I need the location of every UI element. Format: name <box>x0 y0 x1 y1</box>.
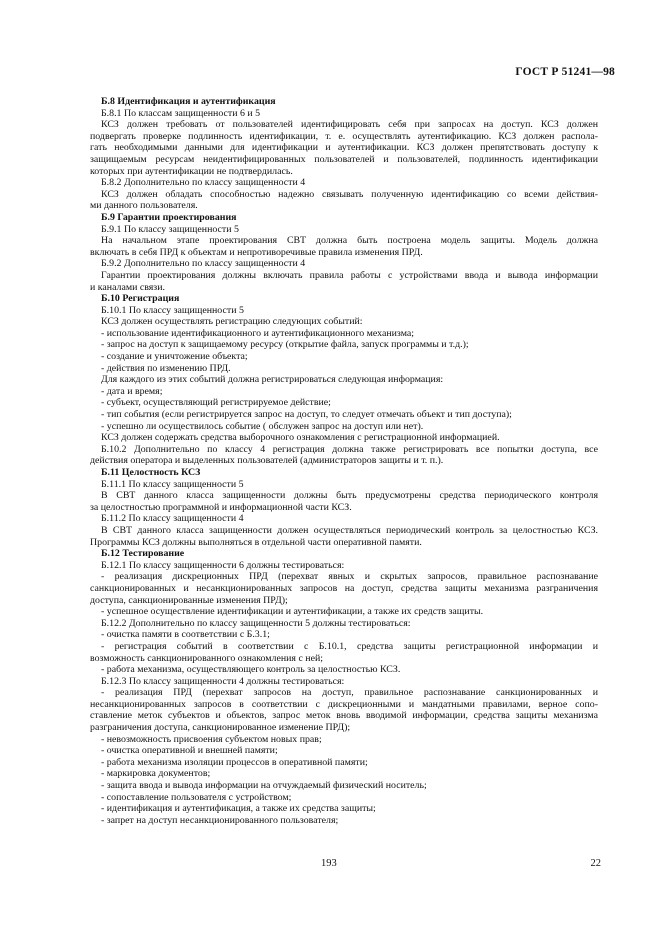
text-line: Б.12.2 Дополнительно по классу защищенности 5 должны тестироваться: <box>101 617 411 629</box>
section-heading: Б.8 Идентификация и аутентификация <box>101 96 276 107</box>
text-line: - работа механизма, осуществляющего контроль за целостностью КСЗ. <box>101 664 401 676</box>
section-heading: Б.10 Регистрация <box>101 293 180 305</box>
text-line: - успешно ли осуществилось событие ( обслужен запрос на доступ или нет). <box>101 420 424 432</box>
text-line: включать в себя ПРД к объектам и непротиворечивые правила изменения ПРД. <box>90 246 423 258</box>
text-line: и каналами связи. <box>90 281 165 293</box>
text-line: В СВТ данного класса защищенности должны быть предусмотрены средства периодического контроля <box>101 490 598 502</box>
text-line: КСЗ должен содержать средства выборочного ознакомления с регистрационной информацией. <box>101 432 500 444</box>
text-line: Б.10.1 По классу защищенности 5 <box>101 304 244 316</box>
text-line: - действия по изменению ПРД. <box>101 362 231 374</box>
text-line: Б.11.1 По классу защищенности 5 <box>101 478 244 490</box>
text-line: - дата и время; <box>101 385 163 397</box>
text-line: возможность санкционированного ознакомления с ней; <box>90 652 323 664</box>
document-header: ГОСТ Р 51241—98 <box>515 66 615 78</box>
text-line: - сопоставление пользователя с устройством; <box>101 791 292 803</box>
text-line: - тип события (если регистрируется запрос на доступ, то следует отмечать объект и тип доступа); <box>101 409 512 421</box>
text-line: Б.11.2 По классу защищенности 4 <box>101 513 244 525</box>
document-body <box>90 96 598 826</box>
text-line: Б.12.3 По классу защищенности 4 должны тестироваться: <box>101 675 345 687</box>
text-line: - запрос на доступ к защищаемому ресурсу (открытие файла, запуск программы и т.д.); <box>101 339 469 351</box>
text-line: гать необходимыми данными для идентификации и аутентификации. КСЗ должен препятствовать доступу к <box>90 142 598 154</box>
section-heading: Б.9 Гарантии проектирования <box>101 211 237 223</box>
text-line: Б.9.2 Дополнительно по классу защищенности 4 <box>101 258 306 270</box>
text-line: подвергать проверке подлинность идентификации, т. е. осуществлять аутентификацию. КСЗ должен распола- <box>90 130 598 142</box>
text-line: доступа, санкционированные изменения ПРД); <box>90 594 288 606</box>
text-line: - реализация дискреционных ПРД (перехват явных и скрытых запросов, правильное распознавание <box>101 571 598 583</box>
text-line: Б.10.2 Дополнительно по классу 4 регистрация должна также регистрировать все попытки доступа, все <box>101 443 598 455</box>
text-line: - запрет на доступ несанкционированного пользователя; <box>101 814 339 826</box>
text-line: которых при аутентификации не подтвердилась. <box>90 165 293 177</box>
text-line: за целостностью программной и информационной части КСЗ. <box>90 501 352 513</box>
text-line: - регистрация событий в соответствии с Б.10.1, средства защиты регистрационной информации и <box>101 640 598 652</box>
text-line: Для каждого из этих событий должна регистрироваться следующая информация: <box>101 374 444 386</box>
text-line: - субъект, осуществляющий регистрируемое действие; <box>101 397 331 409</box>
text-line: - реализация ПРД (перехват запросов на доступ, правильное распознавание санкционированных и <box>101 687 598 699</box>
text-line: несанкционированных запросов в соответствии с дискреционными и мандатными правилами, верное сопо- <box>90 698 598 710</box>
text-line: действия оператора и выделенных пользователей (администраторов защиты и т. п.). <box>90 455 444 467</box>
text-line: защищаемым ресурсам неидентифицированных пользователей и пользователей, подлинность идентификации <box>90 153 598 165</box>
text-line: разграничения доступа, санкционированное изменение ПРД); <box>90 722 351 734</box>
text-line: КСЗ должен осуществлять регистрацию следующих событий: <box>101 316 363 328</box>
text-line: ставление меток субъектов и объектов, запрос меток вновь вводимой информации, средства защиты механизма <box>90 710 598 722</box>
text-line: КСЗ должен обладать способностью надежно связывать полученную идентификацию со всеми действия- <box>101 188 598 200</box>
text-line: Б.8.2 Дополнительно по классу защищенности 4 <box>101 177 306 189</box>
text-line: На начальном этапе проектирования СВТ должна быть построена модель защиты. Модель должна <box>101 235 598 247</box>
text-line: - невозможность присвоения субъектом новых прав; <box>101 733 322 745</box>
text-line: - использование идентификационного и аутентификационного механизма; <box>101 327 415 339</box>
section-heading: Б.12 Тестирование <box>101 548 185 560</box>
text-line: Б.8.1 По классам защищенности 6 и 5 <box>101 107 261 119</box>
section-heading: Б.11 Целостность КСЗ <box>101 467 201 478</box>
text-line: - защита ввода и вывода информации на отчуждаемый физический носитель; <box>101 780 427 792</box>
text-line: санкционированных и несанкционированных запросов на доступ, средства защиты механизма разграничения <box>90 582 598 594</box>
text-line: Б.12.1 По классу защищенности 6 должны тестироваться: <box>101 559 345 571</box>
text-line: - очистка памяти в соответствии с Б.3.1; <box>101 629 270 641</box>
text-line: - маркировка документов; <box>101 768 211 780</box>
text-line: Б.9.1 По классу защищенности 5 <box>101 223 239 235</box>
text-line: Гарантии проектирования должны включать правила работы с устройствами ввода и вывода информации <box>101 269 598 281</box>
text-line: - работа механизма изоляции процессов в оперативной памяти; <box>101 756 368 768</box>
text-line: ми данного пользователя. <box>90 200 198 212</box>
text-line: В СВТ данного класса защищенности должен осуществляться периодический контроль за целостностью КСЗ. <box>101 524 598 536</box>
page-number: 193 <box>321 858 337 869</box>
text-line: - создание и уничтожение объекта; <box>101 351 248 363</box>
text-line: КСЗ должен требовать от пользователей идентифицировать себя при запросах на доступ. КСЗ должен <box>101 119 598 131</box>
text-line: - очистка оперативной и внешней памяти; <box>101 745 278 757</box>
sheet-number: 22 <box>590 858 601 869</box>
text-line: - успешное осуществление идентификации и аутентификации, а также их средств защиты. <box>101 606 484 618</box>
text-line: - идентификация и аутентификация, а также их средства защиты; <box>101 803 376 815</box>
text-line: Программы КСЗ должны выполняться в отдельной части оперативной памяти. <box>90 536 422 548</box>
